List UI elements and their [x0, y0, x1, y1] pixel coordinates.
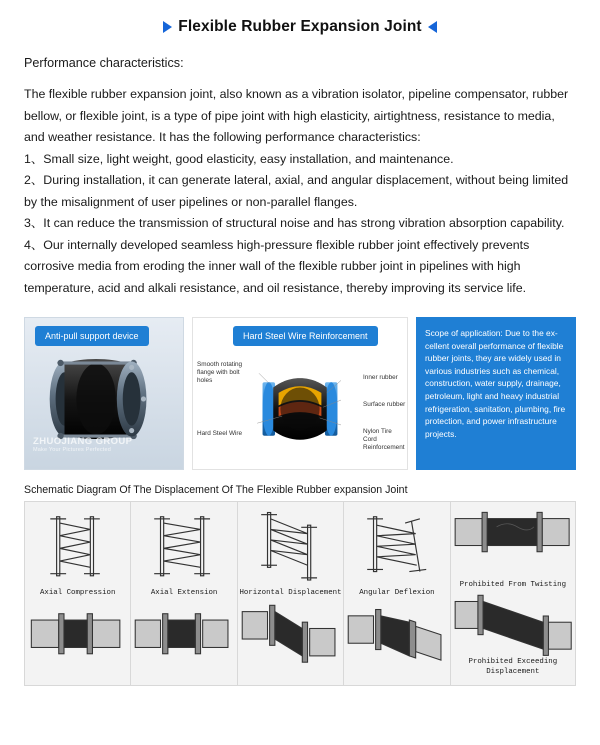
schematic-title: Schematic Diagram Of The Displacement Of The Flexible Rubber expansion Joint: [24, 484, 408, 496]
callout-hard-steel-wire: Hard Steel Wire: [197, 430, 243, 437]
page-title-text: Flexible Rubber Expansion Joint: [178, 18, 422, 35]
triangle-right-icon: [163, 21, 172, 33]
caption-axial-extension: Axial Extension: [150, 589, 218, 597]
characteristic-item-1: 1、Small size, light weight, good elasticity, easy installation, and maintenance.: [24, 151, 454, 166]
illustration-band: [24, 317, 576, 470]
callout-inner-rubber: Inner rubber: [363, 374, 398, 381]
caption-prohibited-exceeding: [451, 657, 575, 677]
characteristic-item-4: 4、Our internally developed seamless high-pressure flexible rubber joint effectively prevents corrosive media from eroding the inner wall of the flexible rubber joint in pipelines with high temperature, acid and alkali resistance, and oil resistance, thereby improving its service life.: [24, 237, 530, 295]
intro-paragraph: The flexible rubber expansion joint, also known as a vibration isolator, pipeline compensator, rubber bellow, or flexible joint, is a type of pipe joint with high elasticity, airtightness, resistance to media, and weather resistance. It has the following performance characteristics:: [24, 87, 569, 144]
schematic-grid: [24, 501, 576, 686]
callout-surface-rubber: Surface rubber: [363, 401, 406, 408]
page-title: [24, 0, 576, 50]
schematic-cell-axial-compression: [25, 502, 131, 685]
schematic-cell-prohibited: [451, 502, 575, 685]
steel-wire-badge: Hard Steel Wire Reinforcement: [233, 326, 378, 346]
caption-prohibited-exceeding-line2: Displacement: [486, 668, 540, 676]
characteristic-item-2: 2、During installation, it can generate lateral, axial, and angular displacement, without being limited by the misalignment of user pipelines or non-parallel flanges.: [24, 173, 569, 209]
displacement-schematic: [24, 484, 576, 686]
anti-pull-badge: Anti-pull support device: [35, 326, 149, 346]
watermark-subtext: Make Your Pictures Perfected: [33, 447, 112, 453]
product-photo: [24, 317, 184, 470]
watermark-text: ZHUOJIANG GROUP: [33, 436, 133, 447]
caption-horizontal-displacement: Horizontal Displacement: [239, 589, 342, 597]
performance-label: Performance characteristics:: [24, 56, 184, 70]
characteristic-item-3: 3、It can reduce the transmission of structural noise and has strong vibration absorption capability.: [24, 216, 565, 230]
callout-flange: Smooth rotating flange with bolt holes: [197, 361, 243, 384]
schematic-cell-angular-deflexion: [344, 502, 450, 685]
watermark: [33, 436, 132, 453]
caption-axial-compression: Axial Compression: [40, 589, 116, 597]
scope-of-application-box: [416, 317, 576, 470]
triangle-left-icon: [428, 21, 437, 33]
scope-text: Scope of application: Due to the ex-cellent overall performance of flexible rubber joints, they are widely used in various industries such as chemical, construction, water supply, drainage, petroleum, light and heavy industrial refrigeration, sanitation, plumbing, fire protection, and power infrastructure projects.: [425, 328, 566, 439]
caption-angular-deflexion: Angular Deflexion: [359, 589, 435, 597]
schematic-cell-horizontal-displacement: [238, 502, 344, 685]
caption-prohibited-exceeding-line1: Prohibited Exceeding: [468, 658, 558, 666]
cutaway-diagram: [192, 317, 408, 470]
callout-nylon-cord: Nylon Tire Cord Reinforcement: [363, 428, 405, 451]
caption-prohibited-twisting: Prohibited From Twisting: [459, 581, 567, 589]
schematic-cell-axial-extension: [131, 502, 237, 685]
